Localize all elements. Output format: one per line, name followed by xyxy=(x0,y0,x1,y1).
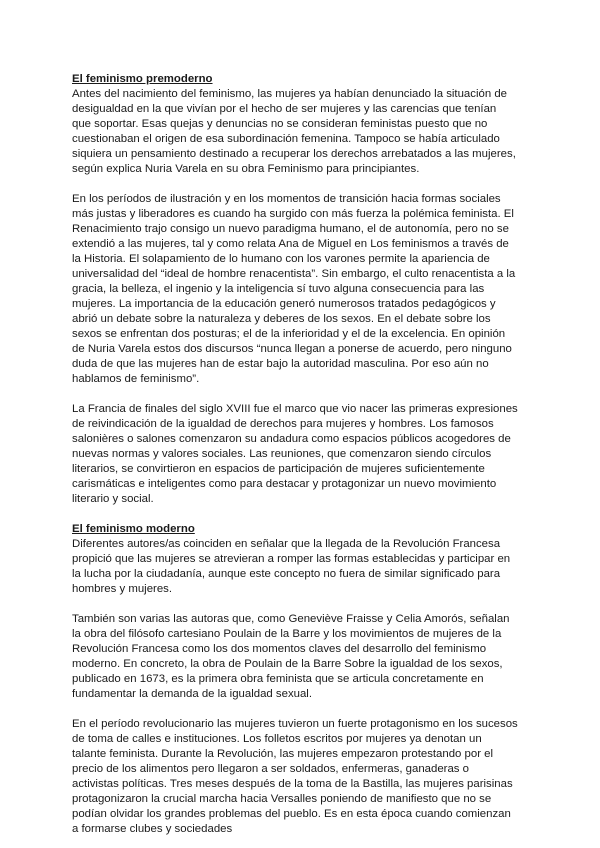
paragraph: En los períodos de ilustración y en los momentos de transición hacia formas sociales más justas y liberadores es cuando ha surgido con más fuerza la polémica feminista. El Renacimiento trajo consigo un nuevo paradigma humano, el de autonomía, pero no se extendió a las mujeres, tal y como relata Ana de Miguel en Los feminismos a través de la Historia. El solapamiento de lo humano con los varones permite la apariencia de universalidad del “ideal de hombre renacentista”. Sin embargo, el culto renacentista a la gracia, la belleza, el ingenio y la inteligencia sí tuvo alguna consecuencia para las mujeres. La importancia de la educación generó numerosos tratados pedagógicos y abrió un debate sobre la naturaleza y deberes de los sexos. En el debate sobre los sexos se enfrentan dos posturas; el de la inferioridad y el de la excelencia. En opinión de Nuria Varela estos dos discursos “nunca llegan a ponerse de acuerdo, pero ninguno duda de que las mujeres han de estar bajo la autoridad masculina. Por eso aún no hablamos de feminismo”. xyxy=(72,193,516,385)
section-premoderno xyxy=(72,72,518,507)
paragraph: Diferentes autores/as coinciden en señalar que la llegada de la Revolución Francesa propició que las mujeres se atrevieran a romper las formas establecidas y participar en la lucha por la ciudadanía, aunque este concepto no fuera de similar significado para hombres y mujeres. xyxy=(72,538,511,595)
section-heading: El feminismo premoderno xyxy=(72,73,213,85)
section-heading: El feminismo moderno xyxy=(72,523,195,535)
paragraph: En el período revolucionario las mujeres tuvieron un fuerte protagonismo en los sucesos de toma de calles e instituciones. Los folletos escritos por mujeres ya denotan un talante feminista. Durante la Revolución, las mujeres empezaron protestando por el precio de los alimentos pero llegaron a ser soldados, enfermeras, ganaderas o activistas políticas. Tres meses después de la toma de la Bastilla, las mujeres parisinas protagonizaron la crucial marcha hacia Versalles poniendo de manifiesto que no se podían olvidar los grandes problemas del pueblo. Es en esta época cuando comienzan a formarse clubes y sociedades xyxy=(72,718,518,835)
section-moderno xyxy=(72,522,518,837)
paragraph: Antes del nacimiento del feminismo, las mujeres ya habían denunciado la situación de desigualdad en la que vivían por el hecho de ser mujeres y las carencias que tenían que soportar. Esas quejas y denuncias no se consideran feministas puesto que no cuestionaban el origen de esa subordinación femenina. Tampoco se había articulado siquiera un pensamiento destinado a recuperar los derechos arrebatados a las mujeres, según explica Nuria Varela en su obra Feminismo para principiantes. xyxy=(72,88,516,175)
paragraph: La Francia de finales del siglo XVIII fue el marco que vio nacer las primeras expresiones de reivindicación de la igualdad de derechos para mujeres y hombres. Los famosos salonières o salones comenzaron su andadura como espacios públicos acogedores de nuevas normas y valores sociales. Las reuniones, que comenzaron siendo círculos literarios, se convirtieron en espacios de participación de mujeres suficientemente carismáticas e inteligentes como para destacar y protagonizar un nuevo movimiento literario y social. xyxy=(72,403,518,505)
paragraph: También son varias las autoras que, como Geneviève Fraisse y Celia Amorós, señalan la obra del filósofo cartesiano Poulain de la Barre y los movimientos de mujeres de la Revolución Francesa como los dos momentos claves del desarrollo del feminismo moderno. En concreto, la obra de Poulain de la Barre Sobre la igualdad de los sexos, publicado en 1673, es la primera obra feminista que se articula concretamente en fundamentar la demanda de la igualdad sexual. xyxy=(72,613,510,700)
